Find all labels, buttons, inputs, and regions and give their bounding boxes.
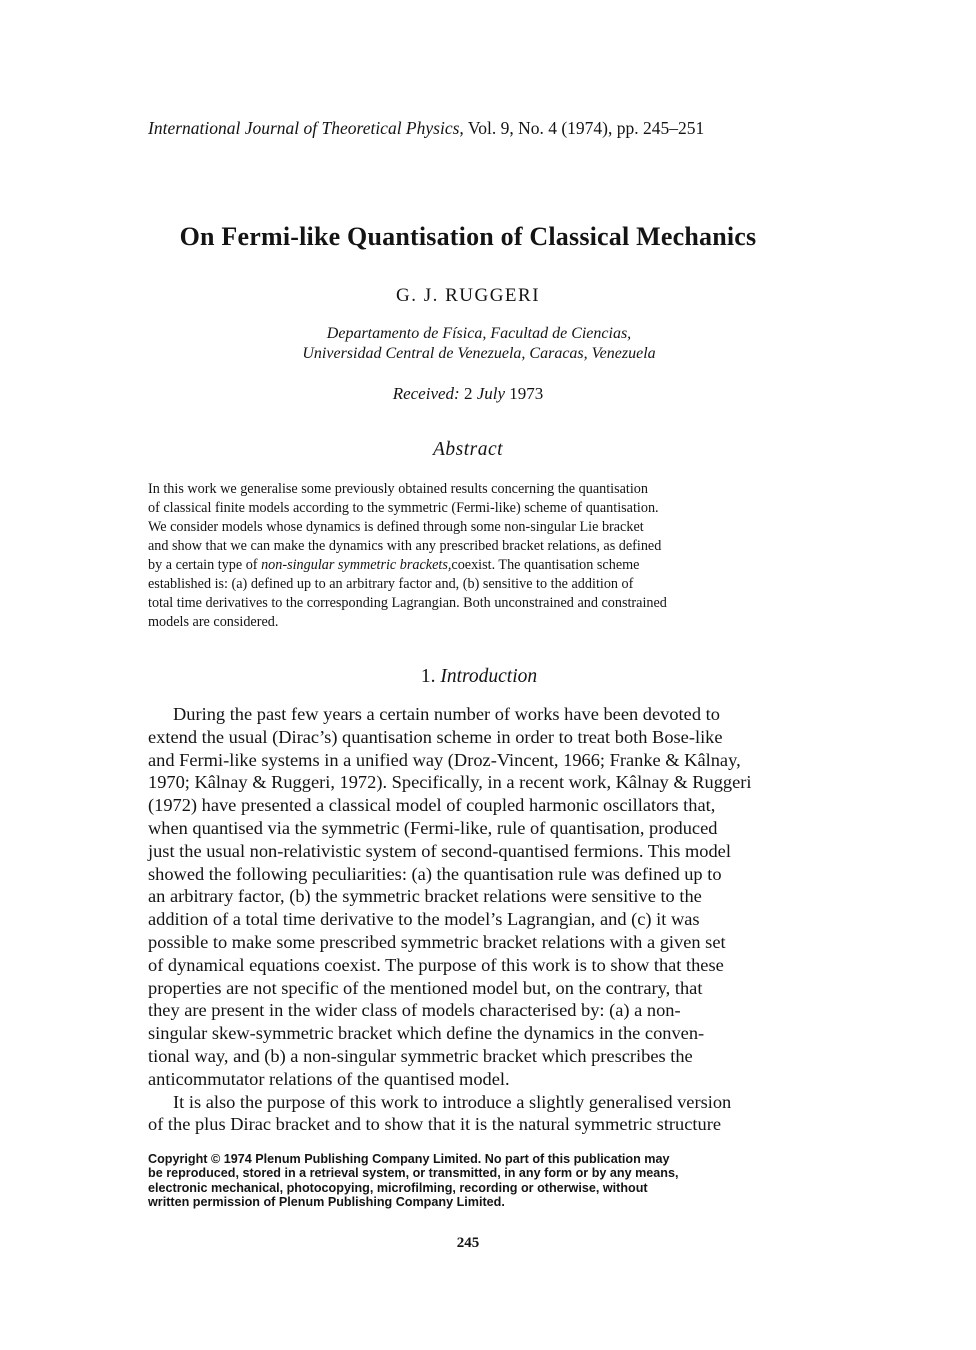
- body-line: addition of a total time derivative to the model’s Lagrangian, and (c) it was: [148, 909, 700, 930]
- affiliation-line: Departamento de Física, Facultad de Ciencias,: [326, 325, 632, 342]
- body-line: and Fermi-like systems in a unified way (Droz-Vincent, 1966; Franke & Kâlnay,: [148, 749, 741, 770]
- abstract-line: and show that we can make the dynamics with any prescribed bracket relations, as defined: [148, 538, 662, 554]
- body-line: of the plus Dirac bracket and to show that it is the natural symmetric structure: [148, 1114, 722, 1135]
- copyright-line: Copyright © 1974 Plenum Publishing Company Limited. No part of this publication may: [148, 1152, 670, 1166]
- author-affiliation: [0, 324, 958, 364]
- body-line: extend the usual (Dirac’s) quantisation scheme in order to treat both Bose-like: [148, 726, 723, 747]
- body-line: an arbitrary factor, (b) the symmetric bracket relations were sensitive to the: [148, 886, 702, 907]
- abstract-line: established is: (a) defined up to an arbitrary factor and, (b) sensitive to the addition of: [148, 576, 634, 592]
- section-number: 1.: [420, 666, 436, 687]
- abstract-heading: Abstract: [432, 439, 504, 460]
- received-year: 1973: [509, 384, 544, 403]
- body-line: of dynamical equations coexist. The purpose of this work is to show that these: [148, 954, 724, 975]
- body-line: 1970; Kâlnay & Ruggeri, 1972). Specifically, in a recent work, Kâlnay & Ruggeri: [148, 772, 752, 793]
- abstract-body: [148, 480, 828, 632]
- author-name: G. J. RUGGERI: [395, 285, 541, 306]
- abstract-line-italic: non-singular symmetric brackets,: [261, 557, 452, 573]
- section-title: Introduction: [440, 666, 538, 687]
- abstract-line: of classical finite models according to the symmetric (Fermi-like) scheme of quantisation.: [148, 500, 659, 516]
- copyright-line: written permission of Plenum Publishing Company Limited.: [148, 1195, 505, 1210]
- received-date: [0, 384, 936, 404]
- page-number: 245: [456, 1235, 480, 1251]
- volume-pages: Vol. 9, No. 4 (1974), pp. 245–251: [467, 118, 705, 138]
- paper-title: On Fermi-like Quantisation of Classical Mechanics: [179, 222, 757, 251]
- body-line: It is also the purpose of this work to introduce a slightly generalised version: [173, 1091, 732, 1112]
- body-line: properties are not specific of the mentioned model but, on the contrary, that: [148, 977, 703, 998]
- body-line: singular skew-symmetric bracket which define the dynamics in the conven-: [148, 1023, 705, 1044]
- abstract-line-suffix: coexist. The quantisation scheme: [451, 557, 640, 573]
- received-month: July: [476, 384, 506, 403]
- abstract-line: [148, 556, 828, 575]
- received-day: 2: [463, 384, 473, 403]
- abstract-line: models are considered.: [148, 614, 279, 630]
- copyright-notice: [148, 1152, 828, 1210]
- body-line: when quantised via the symmetric (Fermi-like, rule of quantisation, produced: [148, 817, 718, 838]
- affiliation-line: Universidad Central de Venezuela, Caracas, Venezuela: [302, 345, 656, 362]
- body-line: During the past few years a certain number of works have been devoted to: [173, 704, 720, 724]
- copyright-line: be reproduced, stored in a retrieval system, or transmitted, in any form or by any means,: [148, 1166, 679, 1181]
- journal-citation: [148, 118, 848, 139]
- introduction-body: [148, 703, 838, 1136]
- body-line: tional way, and (b) a non-singular symmetric bracket which prescribes the: [148, 1045, 693, 1066]
- body-line: possible to make some prescribed symmetric bracket relations with a given set: [148, 931, 726, 952]
- body-line: just the usual non-relativistic system of second-quantised fermions. This model: [148, 840, 731, 861]
- abstract-line: We consider models whose dynamics is defined through some non-singular Lie bracket: [148, 519, 644, 535]
- body-line: (1972) have presented a classical model of coupled harmonic oscillators that,: [148, 795, 716, 816]
- body-line: anticommutator relations of the quantised model.: [148, 1068, 510, 1089]
- received-label: Received:: [392, 384, 460, 403]
- abstract-line: In this work we generalise some previously obtained results concerning the quantisation: [148, 481, 648, 497]
- body-line: showed the following peculiarities: (a) the quantisation rule was defined up to: [148, 863, 722, 884]
- abstract-line-prefix: by a certain type of: [148, 557, 262, 573]
- body-line: they are present in the wider class of models characterised by: (a) a non-: [148, 1000, 681, 1021]
- journal-name: International Journal of Theoretical Physics,: [148, 118, 464, 138]
- abstract-line: total time derivatives to the corresponding Lagrangian. Both unconstrained and constrained: [148, 595, 667, 611]
- section-heading-introduction: [0, 666, 958, 688]
- copyright-line: electronic mechanical, photocopying, microfilming, recording or otherwise, without: [148, 1180, 648, 1195]
